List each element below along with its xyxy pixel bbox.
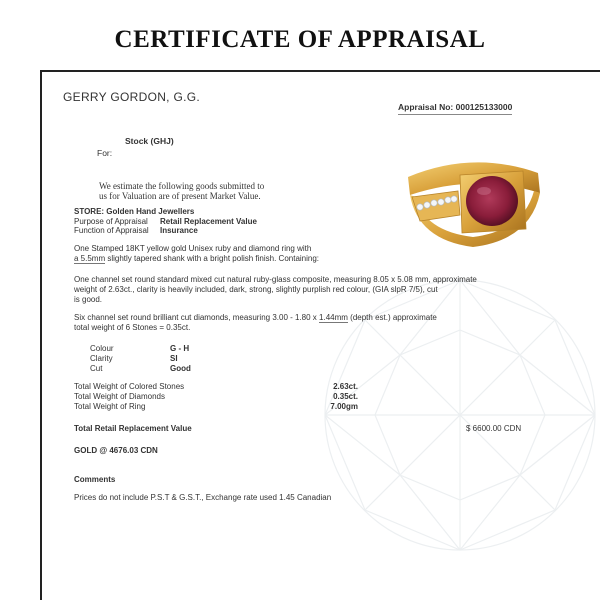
total-value-diamonds: 0.35ct. — [333, 392, 358, 401]
ruby-description — [74, 275, 477, 305]
diamond-line-end: (depth est.) approximate — [347, 313, 437, 322]
ruby-line: weight of 2.63ct., clarity is heavily included, dark, strong, slightly purplish red colour, (GIA slpR 7/5), cut — [74, 285, 438, 294]
comments-heading: Comments — [74, 475, 116, 484]
grade-value-clarity: SI — [170, 354, 178, 363]
for-label: For: — [97, 148, 113, 158]
grade-label-cut: Cut — [90, 364, 103, 373]
grade-label-clarity: Clarity — [90, 354, 113, 363]
total-label-ring: Total Weight of Ring — [74, 402, 146, 411]
total-value-colored-stones: 2.63ct. — [333, 382, 358, 391]
gold-price: GOLD @ 4676.03 CDN — [74, 446, 158, 455]
function-label: Function of Appraisal — [74, 226, 149, 235]
item-line — [74, 254, 319, 264]
frame-left-border — [40, 70, 42, 600]
diamond-line — [74, 313, 437, 323]
diamond-description — [74, 313, 437, 333]
grade-value-colour: G - H — [170, 344, 190, 353]
ring-photo — [398, 145, 548, 255]
total-label-diamonds: Total Weight of Diamonds — [74, 392, 166, 401]
function-value: Insurance — [160, 226, 198, 235]
appraiser-name: GERRY GORDON, G.G. — [63, 90, 200, 104]
purpose-value: Retail Replacement Value — [160, 217, 257, 226]
retail-value-amount: $ 6600.00 CDN — [466, 424, 522, 433]
diamond-depth: 1.44mm — [319, 313, 348, 322]
certificate-title: CERTIFICATE OF APPRAISAL — [114, 26, 486, 53]
ruby-line: is good. — [74, 295, 103, 304]
diamond-line-start: Six channel set round brilliant cut diamonds, measuring 3.00 - 1.80 x — [74, 313, 320, 322]
purpose-label: Purpose of Appraisal — [74, 217, 148, 226]
grade-value-cut: Good — [170, 364, 191, 373]
stock-code: Stock (GHJ) — [125, 136, 174, 146]
appraisal-number: Appraisal No: 000125133000 — [398, 102, 512, 115]
retail-value-label: Total Retail Replacement Value — [74, 424, 192, 433]
item-line-rest: slightly tapered shank with a bright polish finish. Containing: — [105, 254, 320, 263]
intro-line: us for Valuation are of present Market Value. — [99, 191, 261, 201]
item-description — [74, 244, 319, 264]
total-value-ring: 7.00gm — [330, 402, 358, 411]
total-label-colored-stones: Total Weight of Colored Stones — [74, 382, 185, 391]
frame-top-border — [40, 70, 600, 72]
diamond-line: total weight of 6 Stones = 0.35ct. — [74, 323, 191, 332]
item-line: One Stamped 18KT yellow gold Unisex ruby and diamond ring with — [74, 244, 312, 253]
comments-text: Prices do not include P.S.T & G.S.T., Exchange rate used 1.45 Canadian — [74, 493, 332, 502]
ruby-line: One channel set round standard mixed cut natural ruby-glass composite, measuring 8.05 x 5.08 mm, approximate — [74, 275, 477, 284]
grade-label-colour: Colour — [90, 344, 114, 353]
intro-line: We estimate the following goods submitted to — [99, 181, 265, 191]
shank-width: a 5.5mm — [74, 254, 106, 263]
store-name: STORE: Golden Hand Jewellers — [74, 207, 195, 216]
intro-text — [99, 181, 264, 201]
